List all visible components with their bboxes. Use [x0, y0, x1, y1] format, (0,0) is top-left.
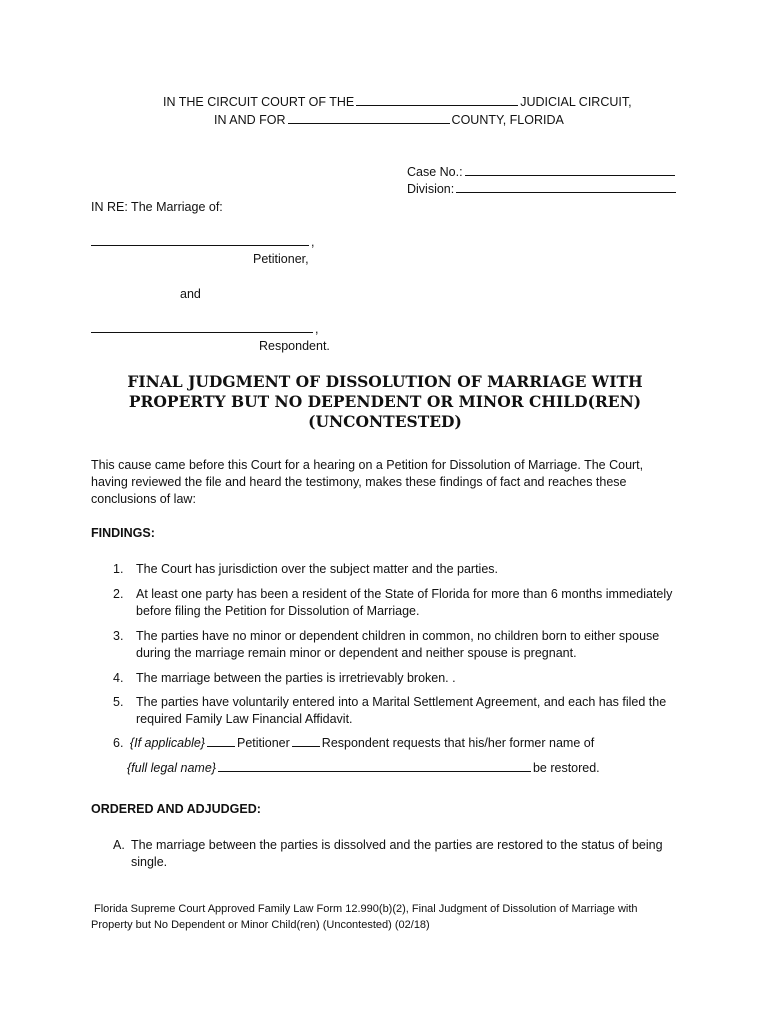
finding-text: The marriage between the parties is irretrievably broken. .	[136, 671, 456, 685]
footer-line-1: Florida Supreme Court Approved Family Law Form 12.990(b)(2), Final Judgment of Dissolution of Marriage with	[94, 903, 638, 915]
circuit-suffix: JUDICIAL CIRCUIT,	[520, 95, 632, 109]
footer-line-2: Property but No Dependent or Minor Child(ren) (Uncontested) (02/18)	[91, 919, 430, 931]
respondent-label: Respondent.	[259, 339, 330, 353]
ordered-heading: ORDERED AND ADJUDGED:	[91, 802, 261, 816]
full-legal-name-line	[127, 761, 600, 775]
title-line-1: FINAL JUDGMENT OF DISSOLUTION OF MARRIAGE WITH	[127, 372, 643, 391]
division-blank[interactable]	[456, 191, 676, 193]
division-line	[407, 182, 678, 196]
finding-text: The parties have voluntarily entered into a Marital Settlement Agreement, and each has filed the required Family Law Financial Affidavit.	[136, 695, 667, 726]
county-blank[interactable]	[288, 122, 450, 124]
county-line	[214, 113, 564, 127]
finding-text: The Court has jurisdiction over the subject matter and the parties.	[136, 562, 498, 576]
county-prefix: IN AND FOR	[214, 113, 286, 127]
division-label: Division:	[407, 182, 455, 196]
finding-text: At least one party has been a resident of the State of Florida for more than 6 months immediately before filing the Petition for Dissolution of Marriage.	[136, 587, 673, 618]
case-no-label: Case No.:	[407, 165, 463, 179]
petitioner-option: Petitioner	[236, 736, 290, 750]
form-footer	[91, 901, 691, 933]
ordered-item-label: A.	[113, 838, 125, 852]
county-suffix: COUNTY, FLORIDA	[451, 113, 564, 127]
circuit-line	[163, 95, 632, 109]
in-re-label: IN RE: The Marriage of:	[91, 200, 223, 214]
full-legal-name-label: {full legal name}	[127, 761, 216, 775]
petitioner-blank[interactable]	[91, 244, 309, 246]
respondent-checkbox-blank[interactable]	[292, 745, 320, 747]
ordered-item-text: The marriage between the parties is dissolved and the parties are restored to the status of being single.	[131, 838, 663, 869]
finding-number: 3.	[113, 629, 124, 643]
circuit-blank[interactable]	[356, 104, 518, 106]
petitioner-label: Petitioner,	[253, 252, 309, 266]
full-legal-name-blank[interactable]	[218, 770, 531, 772]
petitioner-checkbox-blank[interactable]	[207, 745, 235, 747]
findings-heading: FINDINGS:	[91, 526, 155, 540]
title-line-3: (UNCONTESTED)	[308, 412, 462, 431]
respondent-blank[interactable]	[91, 331, 313, 333]
case-no-blank[interactable]	[465, 174, 675, 176]
finding-text: The parties have no minor or dependent children in common, no children born to either spouse during the marriage remain minor or dependent and neither spouse is pregnant.	[136, 629, 660, 660]
document-title	[90, 372, 680, 432]
respondent-name-line	[91, 322, 318, 336]
name-restore-text: Respondent requests that his/her former name of	[321, 736, 595, 750]
finding-number: 6.	[113, 736, 124, 750]
finding-number: 1.	[113, 562, 124, 576]
petitioner-name-line	[91, 235, 314, 249]
be-restored-label: be restored.	[532, 761, 600, 775]
finding-number: 2.	[113, 587, 124, 601]
respondent-comma: ,	[315, 322, 319, 336]
circuit-prefix: IN THE CIRCUIT COURT OF THE	[163, 95, 355, 109]
case-no-line	[407, 165, 677, 179]
petitioner-comma: ,	[311, 235, 315, 249]
title-line-2: PROPERTY BUT NO DEPENDENT OR MINOR CHILD(REN)	[128, 392, 642, 411]
finding-number: 4.	[113, 671, 124, 685]
and-label: and	[180, 287, 201, 301]
if-applicable-label: {If applicable}	[129, 736, 205, 750]
finding-item-6	[113, 736, 594, 750]
intro-paragraph: This cause came before this Court for a hearing on a Petition for Dissolution of Marriage. The Court, having reviewed the file and heard the testimony, makes these findings of fact and reaches these conclusions of law:	[91, 458, 644, 506]
finding-number: 5.	[113, 695, 124, 709]
